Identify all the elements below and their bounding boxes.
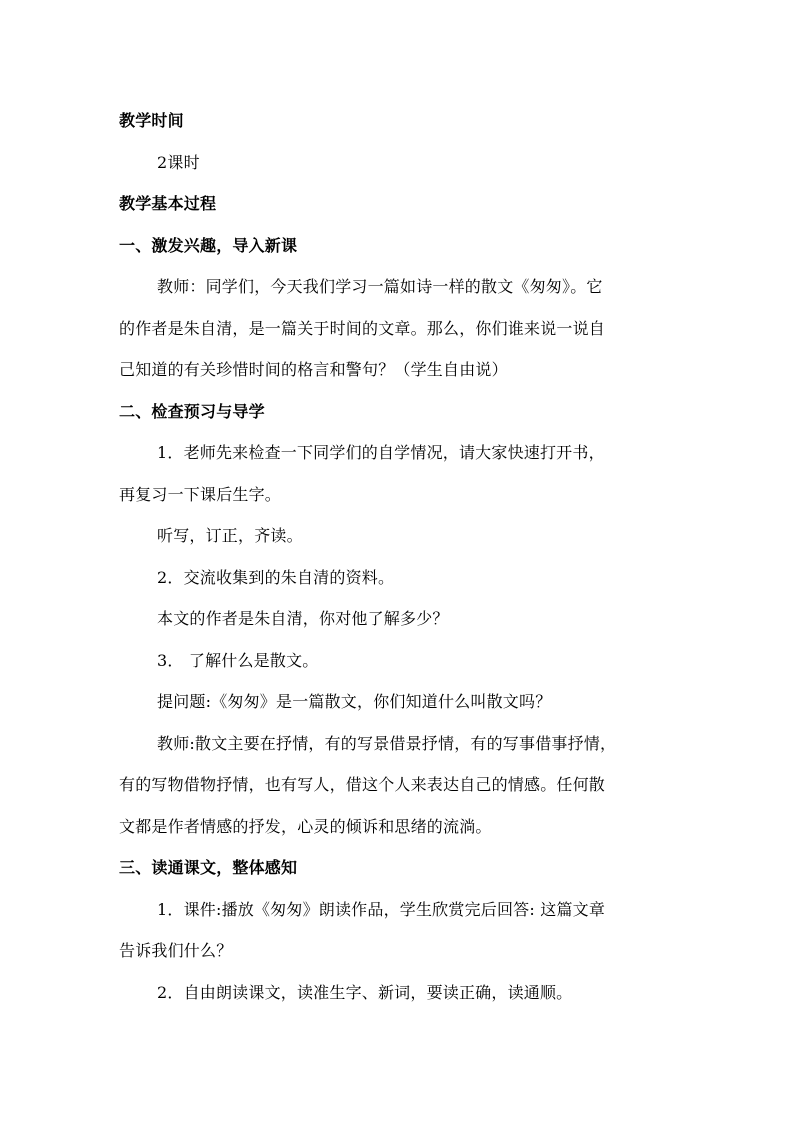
- section-heading: [119, 225, 679, 267]
- heading-text: 二、检查预习与导学: [119, 401, 265, 421]
- section-heading: [119, 100, 679, 142]
- paragraph-line: 听写，订正，齐读。: [157, 526, 303, 545]
- paragraph-line: 文都是作者情感的抒发，心灵的倾诉和思绪的流淌。: [119, 816, 492, 836]
- section-heading: [119, 847, 679, 889]
- paragraph-line: 1．课件:播放《匆匆》朗读作品，学生欣赏完后回答: 这篇文章: [157, 899, 606, 919]
- paragraph: [119, 266, 679, 391]
- paragraph: [119, 681, 679, 723]
- paragraph: [119, 515, 679, 557]
- section-heading: [119, 183, 679, 225]
- section-heading: [119, 391, 679, 433]
- paragraph-line: 1．老师先来检查一下同学们的自学情况，请大家快速打开书，: [157, 443, 605, 462]
- paragraph: [119, 972, 679, 1014]
- paragraph-line: 己知道的有关珍惜时间的格言和警句？（学生自由说）: [119, 360, 508, 379]
- paragraph: [119, 142, 679, 184]
- heading-text: 三、读通课文，整体感知: [119, 858, 298, 877]
- paragraph: [119, 640, 679, 682]
- paragraph: [119, 723, 679, 848]
- paragraph-line: 本文的作者是朱自清，你对他了解多少？: [157, 609, 449, 628]
- paragraph-line: 有的写物借物抒情，也有写人，借这个人来表达自己的情感。任何散: [119, 775, 606, 794]
- paragraph-line: 教师:散文主要在抒情，有的写景借景抒情，有的写事借事抒情，: [157, 733, 617, 753]
- document-body: [119, 100, 679, 1013]
- paragraph-line: 教师：同学们，今天我们学习一篇如诗一样的散文《匆匆》。它: [157, 277, 603, 296]
- paragraph-line: 再复习一下课后生字。: [119, 484, 282, 504]
- paragraph-line: 提问题:《匆匆》是一篇散文，你们知道什么叫散文吗？: [157, 692, 552, 711]
- paragraph: [119, 557, 679, 599]
- paragraph-line: 的作者是朱自清，是一篇关于时间的文章。那么，你们谁来说一说自: [119, 318, 606, 338]
- paragraph: [119, 432, 679, 515]
- paragraph-line: 告诉我们什么？: [119, 941, 233, 960]
- paragraph-line: 2．自由朗读课文，读准生字、新词，要读正确，读通顺。: [157, 982, 573, 1002]
- paragraph-line: 2课时: [157, 152, 200, 172]
- paragraph: [119, 598, 679, 640]
- paragraph-line: 3． 了解什么是散文。: [157, 650, 319, 670]
- paragraph-line: 2．交流收集到的朱自清的资料。: [157, 567, 395, 587]
- heading-text: 教学时间: [119, 111, 184, 130]
- heading-text: 教学基本过程: [119, 194, 217, 213]
- paragraph: [119, 889, 679, 972]
- heading-text: 一、激发兴趣，导入新课: [119, 235, 298, 255]
